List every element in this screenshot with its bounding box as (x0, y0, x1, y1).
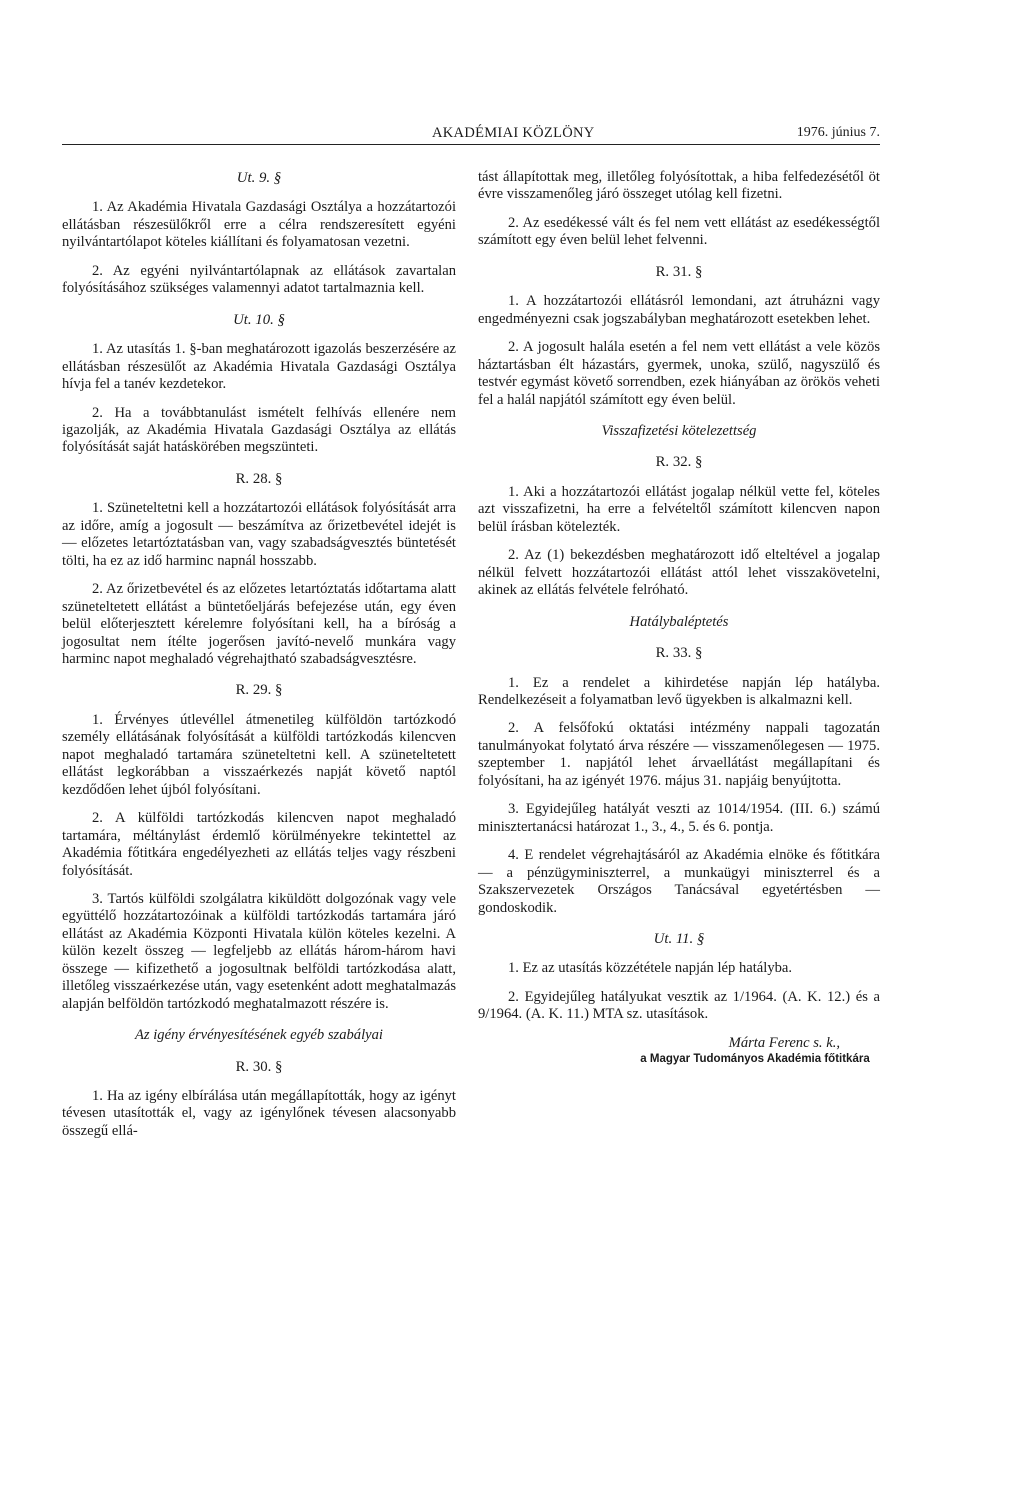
section-heading: R. 33. § (655, 645, 703, 662)
paragraph: 2. Az őrizetbevétel és az előzetes letartóztatás időtartama alatt szüneteltetett ellátást a büntetőeljárás befejezése után, egy éven belül előterjesztett kérelemre folyósítani kell, ha a bíróság a jogosultat nem ítélte jogerősen javító-nevelő munkára vagy harminc napot meghaladó végrehajtható szabadságvesztésre. (62, 581, 456, 667)
left-column (62, 170, 456, 1151)
paragraph: 1. Aki a hozzátartozói ellátást jogalap nélkül vette fel, köteles azt visszafizetni, ha erre a felvételtől számított kilencven napon belül írásban kötelezték. (478, 483, 880, 535)
paragraph: 2. A felsőfokú oktatási intézmény nappali tagozatán tanulmányokat folytató árva részére — visszamenőlegesen — 1975. szeptember 1. napjától lehet árvaellátást megállapítani és folyósítani, ha az igényét 1976. május 31. napjáig benyújtotta. (478, 720, 880, 789)
paragraph: 4. E rendelet végrehajtásáról az Akadémia elnöke és főtitkára — a pénzügyminiszterrel, a munkaügyi miniszterrel és a Szakszervezetek Országos Tanácsával egyetértésben — gondoskodik. (478, 847, 880, 916)
paragraph: 2. A külföldi tartózkodás kilencven napot meghaladó tartamára, méltánylást érdemlő körülményekre tekintettel az Akadémia főtitkára engedélyezheti az ellátás teljes vagy részbeni folyósítását. (62, 810, 456, 879)
paragraph: 2. Ha a továbbtanulást ismételt felhívás ellenére nem igazolják, az Akadémia Hivatala Gazdasági Osztálya az ellátás folyósítását saját hatáskörében megszünteti. (62, 404, 456, 456)
paragraph: 1. Ez az utasítás közzététele napján lép hatályba. (508, 960, 793, 977)
paragraph: tást állapítottak meg, illetőleg folyósítottak, a hiba felfedezésétől öt évre visszamenőleg járó összeget utólag kell fizetni. (478, 169, 880, 203)
page-header (62, 122, 880, 145)
paragraph: 1. A hozzátartozói ellátásról lemondani, azt átruházni vagy engedményezni csak jogszabályban meghatározott esetekben lehet. (478, 293, 880, 327)
paragraph: 2. A jogosult halála esetén a fel nem vett ellátást a vele közös háztartásban élt házastárs, gyermek, unoka, szülő, nagyszülő és testvér egymást követő sorrendben, ezek hiányában az örökös veheti fel a halál napjától számított egy éven belül. (478, 339, 880, 408)
paragraph: 1. Az Akadémia Hivatala Gazdasági Osztálya a hozzátartozói ellátásban részesülőkről erre a célra rendszeresített egyéni nyilvántartólapot köteles kiállítani és folyamatosan vezetni. (62, 199, 456, 251)
paragraph: 2. Egyidejűleg hatályukat vesztik az 1/1964. (A. K. 12.) és a 9/1964. (A. K. 11.) MTA sz. utasítások. (478, 988, 880, 1023)
paragraph: 2. Az esedékessé vált és fel nem vett ellátást az esedékességtől számított egy éven belül lehet felvenni. (478, 214, 880, 249)
subsection-heading: Az igény érvényesítésének egyéb szabályai (135, 1027, 383, 1044)
section-heading: Ut. 11. § (653, 930, 705, 947)
section-heading: R. 32. § (655, 454, 703, 471)
section-heading: R. 29. § (235, 682, 283, 699)
signatory-name: Márta Ferenc s. k., (728, 1034, 840, 1051)
signatory-title: a Magyar Tudományos Akadémia főtitkára (640, 1053, 870, 1066)
paragraph: 1. Ha az igény elbírálása után megállapították, hogy az igényt tévesen utasították el, vagy az igénylőnek tévesen alacsonyabb összegű ellá- (62, 1088, 456, 1139)
subsection-heading: Hatálybaléptetés (629, 613, 729, 630)
section-heading: Ut. 10. § (233, 311, 285, 328)
signature-block (478, 1035, 880, 1067)
section-heading: R. 31. § (655, 263, 703, 280)
paragraph: 1. Szüneteltetni kell a hozzátartozói ellátások folyósítását arra az időre, amíg a jogosult — beszámítva az őrizetbevétel idejét is — előzetes letartóztatásban van, vagy szabadságvesztés büntetését tölti, ha ez az idő harminc napnál hosszabb. (62, 500, 456, 569)
publication-title: AKADÉMIAI KÖZLÖNY (432, 125, 595, 141)
paragraph: 1. Érvényes útlevéllel átmenetileg külföldön tartózkodó személy ellátásának folyósítását a külföldi tartózkodás kilencven napot meghaladó tartamára szüneteltetni kell. A szüneteltetett ellátást legkorábban a visszaérkezés napját követő naptól kezdődően lehet újból folyósítani. (62, 711, 456, 798)
paragraph: 2. Az egyéni nyilvántartólapnak az ellátások zavartalan folyósításához szükséges valamennyi adatot tartalmaznia kell. (62, 262, 456, 297)
section-heading: R. 28. § (235, 470, 283, 487)
paragraph: 1. Az utasítás 1. §-ban meghatározott igazolás beszerzésére az ellátásban részesülőt az Akadémia Hivatala Gazdasági Osztálya hívja fel a tanév kezdetekor. (62, 341, 456, 393)
paragraph: 3. Tartós külföldi szolgálatra kiküldött dolgozónak vagy vele együttélő hozzátartozóinak a külföldi tartózkodás tartamára járó ellátást az Akadémia Központi Hivatala külön köteles kezelni. A külön kezelt összeg — legfeljebb az ellátás három-három havi összege — kifizethető a jogosultnak belföldi tartózkodása alatt, illetőleg visszaérkezése után, vagy esetenként adott meghatalmazás alapján belföldön tartózkodó meghatalmazott részére is. (62, 890, 456, 1012)
paragraph: 1. Ez a rendelet a kihirdetése napján lép hatályba. Rendelkezéseit a folyamatban levő ügyekben is alkalmazni kell. (478, 674, 880, 708)
issue-date: 1976. június 7. (796, 125, 880, 140)
subsection-heading: Visszafizetési kötelezettség (601, 422, 757, 439)
paragraph: 2. Az (1) bekezdésben meghatározott idő elteltével a jogalap nélkül felvett hozzátartozói ellátást attól lehet visszakövetelni, akinek az ellátás felvétele felróható. (478, 547, 880, 599)
section-heading: Ut. 9. § (236, 170, 282, 186)
section-heading: R. 30. § (235, 1058, 283, 1075)
right-column (478, 169, 880, 1067)
paragraph: 3. Egyidejűleg hatályát veszti az 1014/1954. (III. 6.) számú minisztertanácsi határozat 1., 3., 4., 5. és 6. pontja. (478, 801, 880, 835)
